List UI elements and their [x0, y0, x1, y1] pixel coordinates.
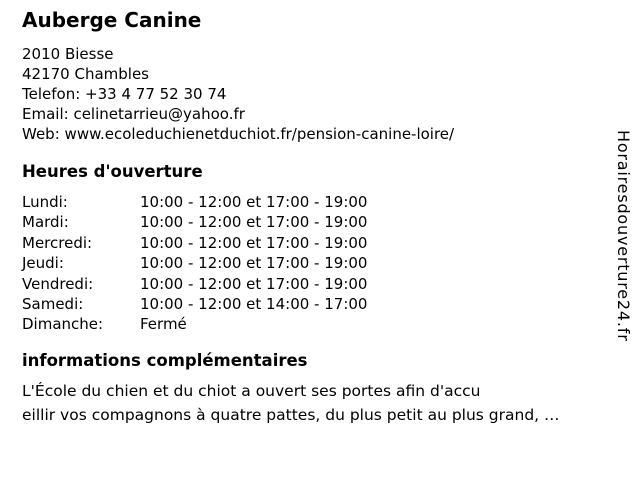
hours-row-wednesday — [22, 233, 367, 253]
hours-row-saturday — [22, 294, 367, 314]
day-hours: 10:00 - 12:00 et 17:00 - 19:00 — [140, 254, 368, 273]
address-line-1: 2010 Biesse — [22, 45, 114, 63]
day-hours: 10:00 - 12:00 et 17:00 - 19:00 — [140, 193, 368, 211]
opening-hours-table — [22, 192, 367, 335]
hours-row-thursday — [22, 253, 367, 273]
day-hours: 10:00 - 12:00 et 14:00 - 17:00 — [140, 295, 368, 314]
address-line-2: 42170 Chambles — [22, 65, 150, 83]
web-line — [22, 124, 454, 144]
phone-label: Telefon: — [22, 85, 81, 103]
day-label: Jeudi: — [22, 254, 64, 273]
business-name: Auberge Canine — [22, 8, 202, 32]
day-label: Mercredi: — [22, 233, 93, 252]
day-label: Vendredi: — [22, 274, 94, 293]
phone-line — [22, 84, 454, 104]
day-hours: 10:00 - 12:00 et 17:00 - 19:00 — [140, 233, 368, 252]
website-url: www.ecoleduchienetduchiot.fr/pension-canine-loire/ — [64, 125, 455, 143]
hours-row-friday — [22, 274, 367, 294]
email-label: Email: — [22, 105, 69, 123]
additional-info-text — [22, 379, 560, 427]
contact-block — [22, 44, 454, 144]
site-watermark: Horairesdouverture24.fr — [614, 130, 633, 342]
day-label: Lundi: — [22, 193, 68, 211]
day-hours: 10:00 - 12:00 et 17:00 - 19:00 — [140, 213, 368, 232]
day-label: Dimanche: — [22, 315, 104, 334]
hours-row-sunday — [22, 314, 367, 334]
day-label: Samedi: — [22, 295, 84, 314]
email-address: celinetarrieu@yahoo.fr — [73, 105, 245, 123]
info-text-line-1: L'École du chien et du chiot a ouvert ses portes afin d'accu — [22, 382, 481, 400]
info-text-line-2: eillir vos compagnons à quatre pattes, du plus petit au plus grand, … — [22, 406, 560, 424]
hours-row-monday — [22, 192, 367, 212]
phone-number: +33 4 77 52 30 74 — [85, 85, 227, 103]
hours-row-tuesday — [22, 212, 367, 232]
additional-info-heading: informations complémentaires — [22, 351, 308, 370]
day-hours: Fermé — [140, 315, 187, 334]
opening-hours-heading: Heures d'ouverture — [22, 162, 203, 181]
day-label: Mardi: — [22, 213, 69, 232]
email-line — [22, 104, 454, 124]
web-label: Web: — [22, 125, 60, 143]
day-hours: 10:00 - 12:00 et 17:00 - 19:00 — [140, 274, 368, 293]
